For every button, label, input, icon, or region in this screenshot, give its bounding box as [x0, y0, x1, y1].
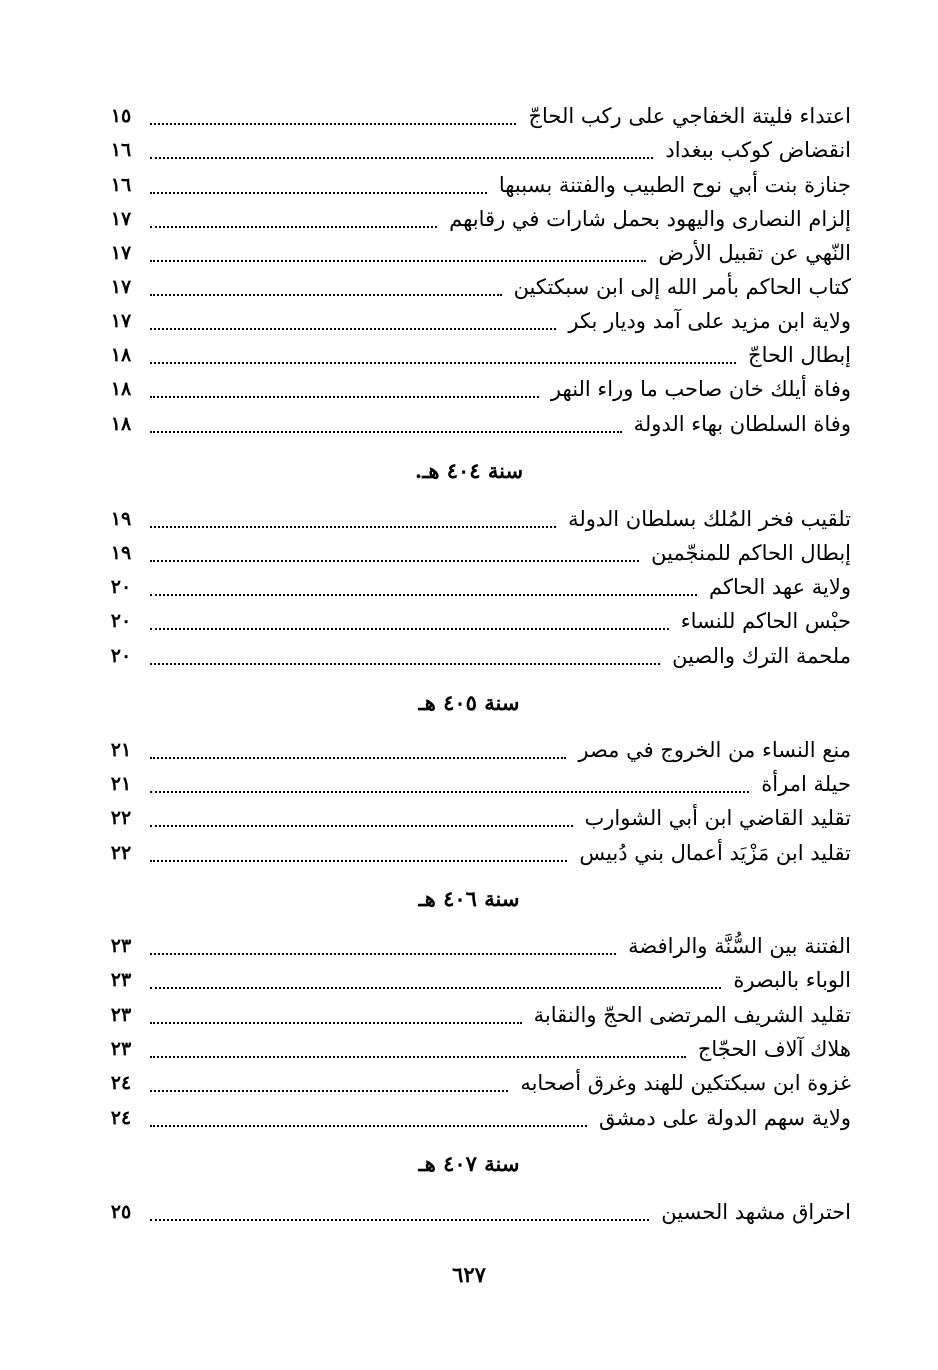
index-entry [108, 998, 851, 1032]
entry-page-number: ١٨ [110, 378, 132, 400]
index-entry [108, 202, 851, 236]
dot-leader [150, 1090, 508, 1092]
entry-title: إلزام النصارى واليهود بحمل شارات في رقابهم [449, 207, 851, 231]
entry-title: حبْس الحاكم للنساء [680, 609, 851, 633]
index-entry [108, 733, 851, 767]
dot-leader [150, 1056, 686, 1058]
entry-title: وفاة السلطان بهاء الدولة [633, 412, 851, 436]
entry-title: الوباء بالبصرة [733, 968, 851, 992]
dot-leader [150, 157, 653, 159]
entry-title: تقليد الشريف المرتضى الحجّ والنقابة [533, 1003, 851, 1027]
entry-title: غزوة ابن سبكتكين للهند وغرق أصحابه [520, 1071, 851, 1095]
dot-leader [150, 328, 556, 330]
entry-title: وفاة أيلك خان صاحب ما وراء النهر [550, 377, 851, 401]
dot-leader [150, 560, 639, 562]
index-entry [108, 168, 851, 202]
dot-leader [150, 628, 669, 630]
dot-leader [150, 260, 646, 262]
dot-leader [150, 757, 566, 759]
entry-title: ولاية سهم الدولة على دمشق [598, 1106, 851, 1130]
entry-title: هلاك آلاف الحجّاج [697, 1037, 851, 1061]
index-entry [108, 502, 851, 536]
entry-title: ولاية ابن مزيد على آمد وديار بكر [568, 309, 851, 333]
index-entry [108, 639, 851, 673]
index-entry [108, 801, 851, 835]
entry-page-number: ٢٢ [110, 842, 132, 864]
index-entry [108, 1101, 851, 1135]
entry-title: منع النساء من الخروج في مصر [578, 738, 851, 762]
entry-title: إبطال الحاكم للمنجّمين [651, 541, 851, 565]
entry-page-number: ١٨ [110, 413, 132, 435]
entry-page-number: ٢٣ [110, 1038, 132, 1060]
entry-title: اعتداء فليتة الخفاجي على ركب الحاجّ [528, 104, 851, 128]
entry-page-number: ٢٣ [110, 1004, 132, 1026]
index-entry [108, 570, 851, 604]
index-entry [108, 372, 851, 406]
entry-page-number: ١٦ [110, 174, 132, 196]
dot-leader [150, 1022, 522, 1024]
dot-leader [150, 226, 437, 228]
dot-leader [150, 594, 697, 596]
dot-leader [150, 294, 502, 296]
entry-page-number: ٢١ [110, 739, 132, 761]
index-entry [108, 836, 851, 870]
entry-title: حيلة امرأة [761, 772, 851, 796]
entry-title: تقليد ابن مَزْيَد أعمال بني دُبيس [579, 841, 851, 865]
index-entry [108, 604, 851, 638]
year-heading: سنة ٤٠٤ هـ. [414, 458, 524, 483]
dot-leader [150, 1125, 587, 1127]
dot-leader [150, 396, 539, 398]
index-entry [108, 1066, 851, 1100]
entry-page-number: ١٧ [110, 276, 132, 298]
index-entry [108, 767, 851, 801]
entry-title: جنازة بنت أبي نوح الطبيب والفتنة بسببها [498, 173, 851, 197]
entry-page-number: ٢١ [110, 773, 132, 795]
dot-leader [150, 663, 660, 665]
entry-page-number: ١٨ [110, 344, 132, 366]
dot-leader [150, 526, 556, 528]
entry-page-number: ٢٠ [110, 645, 132, 667]
dot-leader [150, 953, 616, 955]
dot-leader [150, 791, 749, 793]
entry-page-number: ٢٣ [110, 935, 132, 957]
index-entry [108, 236, 851, 270]
index-entry [108, 929, 851, 963]
entry-title: كتاب الحاكم بأمر الله إلى ابن سبكتكين [513, 275, 851, 299]
entry-page-number: ١٩ [110, 508, 132, 530]
index-entry [108, 304, 851, 338]
entry-page-number: ١٧ [110, 208, 132, 230]
dot-leader [150, 192, 487, 194]
dot-leader [150, 123, 516, 125]
entry-page-number: ١٧ [110, 310, 132, 332]
dot-leader [150, 825, 573, 827]
year-heading: سنة ٤٠٧ هـ [418, 1151, 520, 1176]
page-number: ٦٢٧ [452, 1262, 486, 1287]
index-entry [108, 338, 851, 372]
entry-page-number: ٢٠ [110, 576, 132, 598]
index-entry [108, 1195, 851, 1229]
entry-title: تلقيب فخر المُلك بسلطان الدولة [568, 507, 851, 531]
dot-leader [150, 987, 721, 989]
entry-title: تقليد القاضي ابن أبي الشوارب [584, 806, 851, 830]
entry-title: ولاية عهد الحاكم [709, 575, 851, 599]
entry-page-number: ١٥ [110, 105, 132, 127]
entry-page-number: ٢٣ [110, 969, 132, 991]
entry-page-number: ٢٥ [110, 1201, 132, 1223]
entry-page-number: ٢٢ [110, 807, 132, 829]
index-entry [108, 270, 851, 304]
entry-page-number: ١٧ [110, 242, 132, 264]
entry-page-number: ١٩ [110, 542, 132, 564]
entry-title: النّهي عن تقبيل الأرض [658, 241, 851, 265]
dot-leader [150, 362, 736, 364]
entry-title: انقضاض كوكب ببغداد [665, 138, 851, 162]
index-entry [108, 1032, 851, 1066]
entry-page-number: ٢٤ [110, 1107, 132, 1129]
entry-title: الفتنة بين السُّنَّة والرافضة [628, 934, 851, 958]
entry-page-number: ٢٤ [110, 1072, 132, 1094]
dot-leader [150, 860, 567, 862]
index-entry [108, 963, 851, 997]
dot-leader [150, 431, 622, 433]
index-entry [108, 536, 851, 570]
dot-leader [150, 1219, 649, 1221]
index-entry [108, 133, 851, 167]
entry-title: احتراق مشهد الحسين [661, 1200, 851, 1224]
entry-page-number: ٢٠ [110, 610, 132, 632]
entry-page-number: ١٦ [110, 139, 132, 161]
year-heading: سنة ٤٠٦ هـ [418, 886, 520, 911]
year-heading: سنة ٤٠٥ هـ [418, 690, 520, 715]
index-entry [108, 407, 851, 441]
index-entry [108, 99, 851, 133]
entry-title: ملحمة الترك والصين [672, 644, 851, 668]
entry-title: إبطال الحاجّ [748, 343, 851, 367]
